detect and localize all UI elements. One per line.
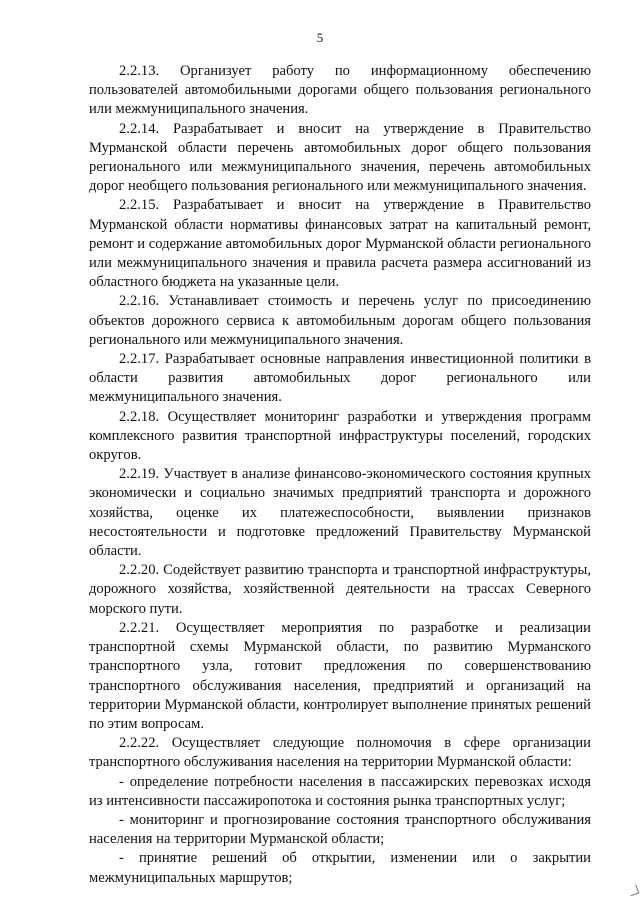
list-item-demand: - определение потребности населения в пассажирских перевозках исходя из интенсивности пассажиропотока и состояния рынка транспортных услуг; — [89, 773, 591, 809]
document-body — [89, 62, 591, 888]
paragraph-2-2-20: 2.2.20. Содействует развитию транспорта и транспортной инфраструктуры, дорожного хозяйства, хозяйственной деятельности на трассах Северного морского пути. — [89, 562, 591, 617]
paragraph-2-2-19: 2.2.19. Участвует в анализе финансово-экономического состояния крупных экономически и социально значимых предприятий транспорта и дорожного хозяйства, оценке их платежеспособности, выявлении признаков несостоятельности и подготовке предложений Правительству Мурманской области. — [89, 466, 591, 560]
paragraph-2-2-17: 2.2.17. Разрабатывает основные направления инвестиционной политики в области развития автомобильных дорог регионального или межмуниципального значения. — [89, 351, 591, 406]
corner-mark — [628, 885, 640, 897]
paragraph-2-2-22: 2.2.22. Осуществляет следующие полномочия в сфере организации транспортного обслуживания населения на территории Мурманской области: — [89, 735, 591, 771]
list-item-routes: - принятие решений об открытии, изменении или о закрытии межмуниципальных маршрутов; — [89, 850, 591, 886]
paragraph-2-2-13: 2.2.13. Организует работу по информационному обеспечению пользователей автомобильными дорогами общего пользования регионального или межмуниципального значения. — [89, 63, 591, 118]
page-number: 5 — [316, 30, 324, 45]
list-item-monitoring: - мониторинг и прогнозирование состояния транспортного обслуживания населения на территории Мурманской области; — [89, 811, 591, 848]
paragraph-2-2-16: 2.2.16. Устанавливает стоимость и перечень услуг по присоединению объектов дорожного сервиса к автомобильным дорогам общего пользования регионального или межмуниципального значения. — [89, 293, 591, 348]
paragraph-2-2-21: 2.2.21. Осуществляет мероприятия по разработке и реализации транспортной схемы Мурманской области, по развитию Мурманского транспортного узла, готовит предложения по совершенствованию транспортного обслуживания населения, предприятий и организаций на территории Мурманской области, контролирует выполнение принятых решений по этим вопросам. — [89, 619, 591, 732]
paragraph-2-2-14: 2.2.14. Разрабатывает и вносит на утверждение в Правительство Мурманской области перечень автомобильных дорог общего пользования регионального или межмуниципального значения, перечень автомобильных дорог необщего пользования регионального или межмуниципального значения. — [89, 120, 591, 195]
paragraph-2-2-15: 2.2.15. Разрабатывает и вносит на утверждение в Правительство Мурманской области нормативы финансовых затрат на капитальный ремонт, ремонт и содержание автомобильных дорог Мурманской области регионального или межмуниципального значения и правила расчета размера ассигнований из областного бюджета на указанные цели. — [89, 197, 591, 291]
paragraph-2-2-18: 2.2.18. Осуществляет мониторинг разработки и утверждения программ комплексного развития транспортной инфраструктуры поселений, городских округов. — [89, 408, 591, 464]
